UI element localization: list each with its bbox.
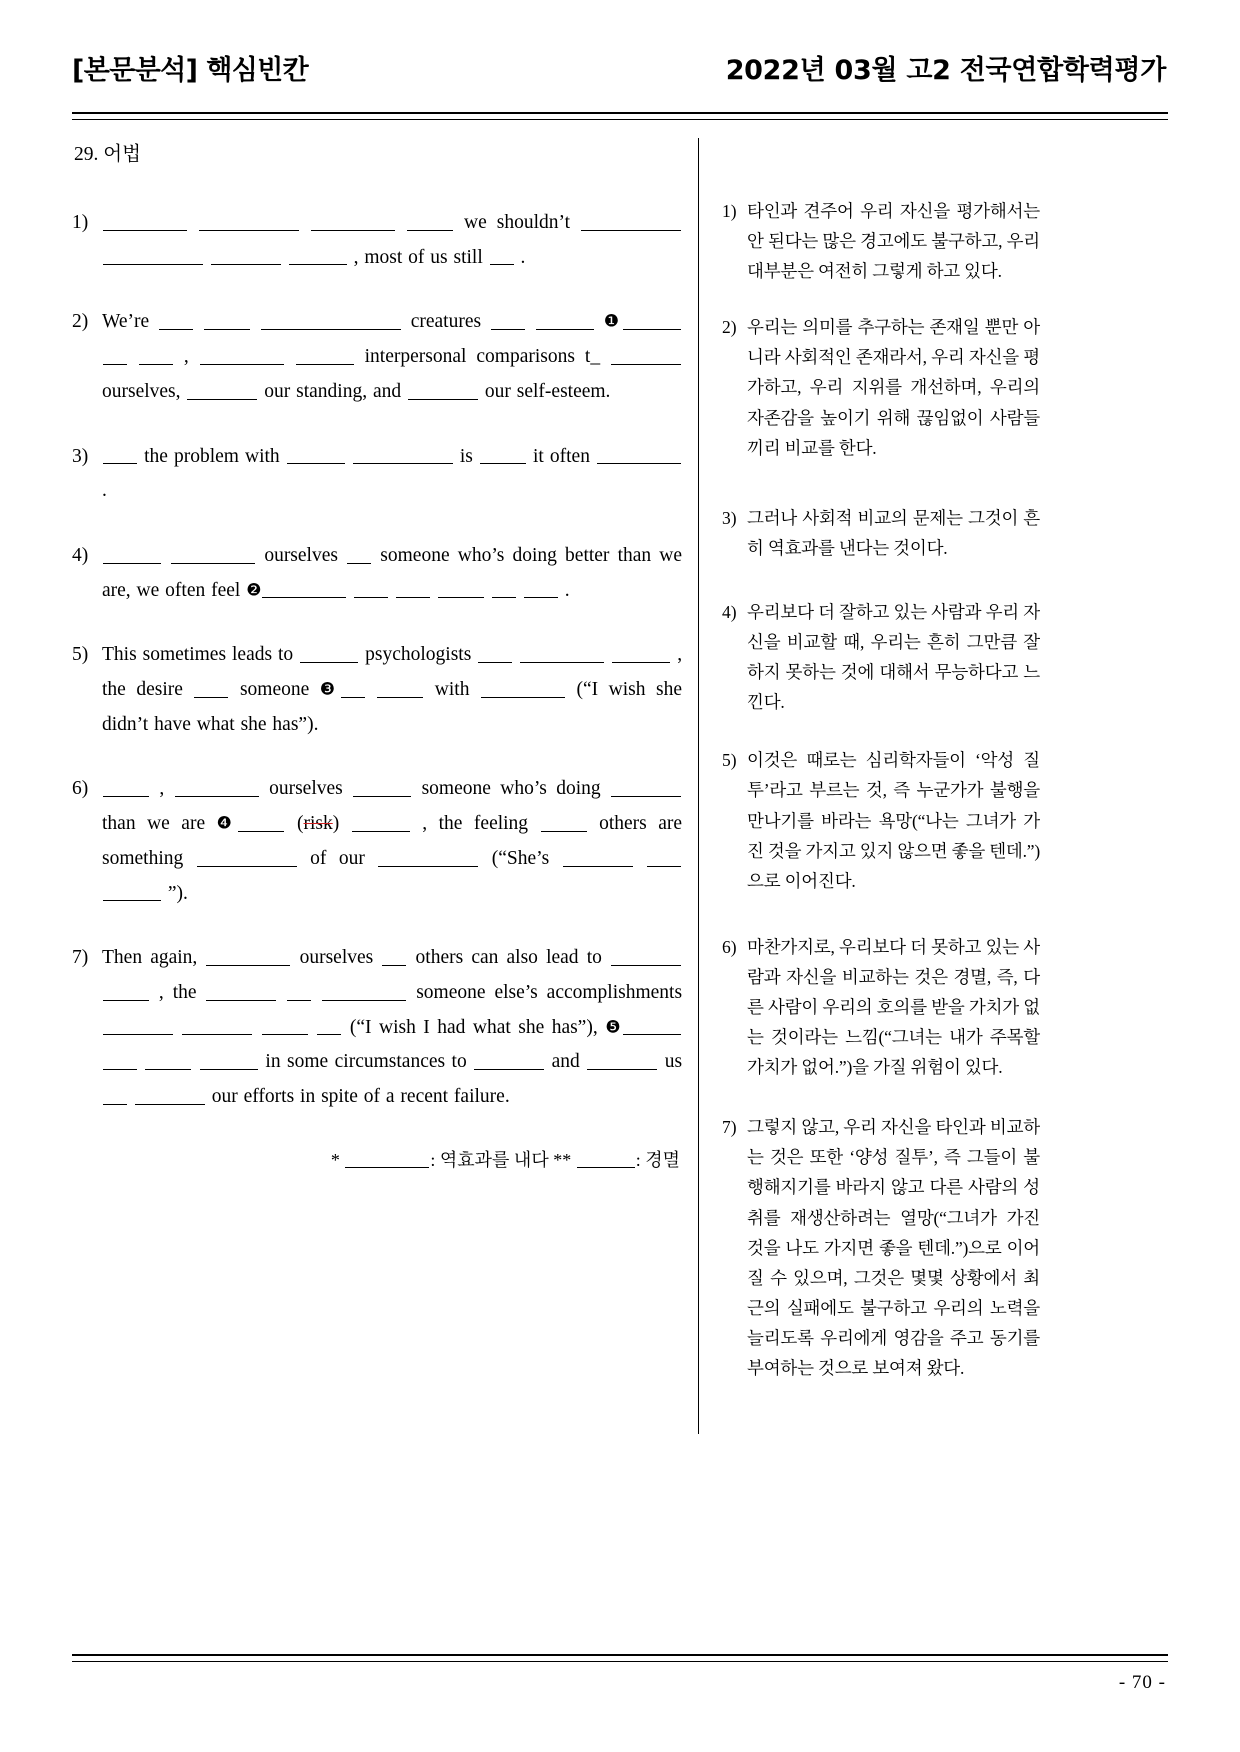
answer-blank[interactable] — [407, 211, 453, 231]
footnote-line: * : 역효과를 내다 ** : 경멸 — [330, 1149, 680, 1170]
korean-item-number: 7) — [722, 1117, 737, 1138]
english-item-body — [102, 440, 682, 509]
footnote-blank-1[interactable] — [345, 1150, 429, 1168]
english-text-run: in some circumstances to — [265, 1051, 467, 1073]
answer-blank[interactable] — [262, 1016, 308, 1036]
korean-item — [722, 196, 1040, 286]
english-text-run: others can also lead to — [415, 947, 602, 969]
korean-item-list — [722, 196, 1040, 1383]
english-text-run: ourselves — [264, 544, 338, 566]
korean-item-text: 타인과 견주어 우리 자신을 평가해서는 안 된다는 많은 경고에도 불구하고, 우리 대부분은 여전히 그렇게 하고 있다. — [747, 201, 1040, 282]
answer-blank[interactable] — [206, 946, 290, 966]
answer-blank[interactable] — [623, 1016, 681, 1036]
korean-item-text: 우리는 의미를 추구하는 존재일 뿐만 아니라 사회적인 존재라서, 우리 자신을 평가하고, 우리 지위를 개선하며, 우리의 자존감을 높이기 위해 끊임없이 사람들끼리 비교를 한다. — [747, 317, 1040, 458]
answer-blank[interactable] — [563, 847, 633, 867]
english-text-run: , the feeling — [422, 813, 529, 835]
answer-blank[interactable] — [103, 981, 149, 1001]
answer-blank[interactable] — [211, 246, 281, 266]
korean-item — [722, 1112, 1040, 1383]
answer-blank[interactable] — [206, 981, 276, 1001]
english-text-run: . — [102, 480, 107, 502]
answer-blank[interactable] — [352, 812, 410, 832]
answer-blank[interactable] — [103, 778, 149, 798]
english-item — [72, 638, 682, 742]
answer-blank[interactable] — [520, 644, 604, 664]
answer-blank[interactable] — [611, 778, 681, 798]
english-text-run: shouldn’t — [496, 212, 571, 233]
answer-blank[interactable] — [474, 1051, 544, 1071]
answer-blank[interactable] — [103, 445, 137, 465]
column-divider — [698, 138, 699, 1434]
korean-item-number: 6) — [722, 936, 737, 957]
answer-blank[interactable] — [103, 1051, 137, 1071]
english-text-run: than we are — [102, 813, 206, 835]
answer-blank[interactable] — [481, 678, 565, 698]
answer-blank[interactable] — [287, 445, 345, 465]
korean-item — [722, 597, 1040, 717]
english-item-number: 4) — [72, 544, 89, 566]
answer-blank[interactable] — [396, 579, 430, 599]
korean-item-number: 5) — [722, 750, 737, 771]
answer-blank[interactable] — [199, 211, 299, 231]
english-text-run: ”). — [167, 882, 188, 904]
answer-blank[interactable] — [187, 380, 257, 400]
answer-blank[interactable] — [536, 311, 594, 331]
korean-item-text: 이것은 때로는 심리학자들이 ‘악성 질투’라고 부르는 것, 즉 누군가가 불행을 만나기를 바라는 욕망(“나는 그녀가 가진 것을 가지고 있지 않으면 좋을 텐데.”)으로 이어진다. — [747, 750, 1040, 891]
answer-blank[interactable] — [623, 311, 681, 331]
english-item-body — [102, 206, 682, 275]
korean-item-number: 4) — [722, 601, 737, 622]
answer-blank[interactable] — [322, 981, 406, 1001]
english-item-number: 2) — [72, 311, 89, 333]
answer-blank[interactable] — [492, 579, 516, 599]
answer-blank[interactable] — [145, 1051, 191, 1071]
page-number: - 70 - — [1118, 1672, 1166, 1693]
answer-blank[interactable] — [378, 847, 478, 867]
struck-word: risk — [303, 813, 333, 835]
answer-blank[interactable] — [103, 345, 127, 365]
english-item — [72, 772, 682, 911]
english-text-run: , most of us still — [353, 246, 483, 268]
english-text-run: someone else’s accomplishments — [416, 981, 683, 1003]
english-text-run: our efforts in spite of a recent failure. — [211, 1086, 510, 1108]
english-text-run: ourselves — [269, 778, 343, 800]
answer-blank[interactable] — [438, 579, 484, 599]
circled-number-marker: ❺ — [605, 1017, 623, 1038]
english-item-number: 6) — [72, 778, 89, 800]
english-text-run: others are something — [102, 813, 683, 869]
answer-blank[interactable] — [377, 678, 423, 698]
answer-blank[interactable] — [103, 1085, 127, 1105]
english-text-run: we — [464, 212, 487, 233]
english-text-run: the problem with — [144, 445, 280, 467]
footnote-blank-2[interactable] — [577, 1150, 635, 1168]
answer-blank[interactable] — [135, 1085, 205, 1105]
english-text-run: , — [183, 346, 189, 368]
english-text-run: (“I wish she didn’t have what she has”). — [102, 679, 683, 735]
answer-blank[interactable] — [103, 544, 161, 564]
answer-blank[interactable] — [541, 812, 587, 832]
answer-blank[interactable] — [200, 1051, 258, 1071]
answer-blank[interactable] — [587, 1051, 657, 1071]
answer-blank[interactable] — [490, 246, 514, 266]
answer-blank[interactable] — [647, 847, 681, 867]
english-text-run: ourselves — [299, 947, 374, 969]
answer-blank[interactable] — [597, 445, 681, 465]
english-text-run: ourselves, — [102, 380, 181, 402]
english-text-run: our self-esteem. — [484, 380, 611, 402]
answer-blank[interactable] — [103, 211, 187, 231]
answer-blank[interactable] — [408, 380, 478, 400]
english-item-body — [102, 305, 682, 409]
english-item-number: 3) — [72, 445, 89, 467]
header-divider-rule — [72, 112, 1168, 120]
english-text-run: someone — [239, 679, 310, 701]
answer-blank[interactable] — [261, 311, 401, 331]
english-text-run: us — [664, 1051, 683, 1073]
english-text-run: . — [564, 579, 570, 601]
answer-blank[interactable] — [139, 345, 173, 365]
answer-blank[interactable] — [182, 1016, 252, 1036]
korean-item — [722, 503, 1040, 563]
circled-number-marker: ❶ — [603, 312, 623, 333]
english-item-number: 1) — [72, 212, 89, 233]
english-text-run: someone who’s doing better than we are, we often feel — [102, 544, 683, 601]
answer-blank[interactable] — [480, 445, 526, 465]
korean-item-text: 그러나 사회적 비교의 문제는 그것이 흔히 역효과를 낸다는 것이다. — [747, 507, 1040, 558]
answer-blank[interactable] — [353, 778, 411, 798]
answer-blank[interactable] — [103, 1016, 173, 1036]
english-text-run: , the desire — [102, 644, 683, 701]
english-blanks-column — [72, 138, 682, 1175]
header-right-title: 2022년 03월 고2 전국연합학력평가 — [725, 55, 1166, 86]
english-text-run: our standing, and — [264, 380, 402, 402]
circled-number-marker: ❹ — [216, 813, 238, 834]
answer-blank[interactable] — [353, 445, 453, 465]
answer-blank[interactable] — [317, 1016, 341, 1036]
english-item — [72, 440, 682, 509]
answer-blank[interactable] — [354, 579, 388, 599]
answer-blank[interactable] — [524, 579, 558, 599]
english-text-run: creatures — [410, 311, 482, 333]
english-text-run: and — [551, 1051, 580, 1073]
korean-translation-column — [722, 196, 1040, 1383]
answer-blank[interactable] — [612, 644, 670, 664]
english-item — [72, 941, 682, 1115]
english-text-run: is — [459, 445, 473, 467]
answer-blank[interactable] — [262, 579, 346, 599]
english-item-body: , ourselves someone who’s doing than we are ❹ (risk) , the feeling others are something of our (“She’s ”). — [102, 778, 683, 904]
korean-item-number: 1) — [722, 201, 737, 221]
answer-blank[interactable] — [382, 946, 406, 966]
circled-number-marker: ❸ — [319, 679, 340, 700]
answer-blank[interactable] — [300, 644, 358, 664]
answer-blank[interactable] — [175, 778, 259, 798]
answer-blank[interactable] — [171, 544, 255, 564]
korean-item-number: 3) — [722, 507, 737, 528]
english-text-run: This sometimes leads to — [102, 644, 294, 666]
korean-item-number: 2) — [722, 317, 737, 338]
english-text-run: , — [159, 778, 165, 800]
answer-blank[interactable] — [197, 847, 297, 867]
english-item-number: 5) — [72, 644, 89, 666]
korean-item-text: 마찬가지로, 우리보다 더 못하고 있는 사람과 자신을 비교하는 것은 경멸, 즉, 다른 사람이 우리의 호의를 받을 가치가 없는 것이라는 느낌(“그녀는 내가 주목할 가치가 없어.”)을 가질 위험이 있다. — [747, 936, 1040, 1078]
english-text-run: psychologists — [365, 644, 472, 666]
english-item-number: 7) — [72, 947, 89, 969]
korean-item — [722, 745, 1040, 895]
english-text-run: (“I wish I had what she has”), — [349, 1016, 598, 1038]
answer-blank[interactable] — [200, 345, 284, 365]
korean-item-text: 우리보다 더 잘하고 있는 사람과 우리 자신을 비교할 때, 우리는 흔히 그만큼 잘하지 못하는 것에 대해서 무능하다고 느낀다. — [747, 601, 1040, 713]
english-item — [72, 305, 682, 409]
korean-item — [722, 312, 1040, 462]
english-text-run: someone who’s doing — [421, 778, 601, 800]
footer-divider-rule — [72, 1654, 1168, 1662]
answer-blank[interactable] — [311, 211, 395, 231]
answer-blank[interactable] — [103, 882, 161, 902]
question-heading: 29. 어법 — [74, 144, 141, 165]
answer-blank[interactable] — [289, 246, 347, 266]
answer-blank[interactable] — [159, 311, 193, 331]
answer-blank[interactable] — [347, 544, 371, 564]
answer-blank[interactable] — [478, 644, 512, 664]
answer-blank[interactable] — [491, 311, 525, 331]
english-item — [72, 539, 682, 608]
english-text-run: interpersonal comparisons t_ — [364, 346, 601, 368]
english-item-body — [102, 539, 682, 608]
english-text-run: with — [434, 679, 470, 701]
answer-blank[interactable] — [341, 678, 365, 698]
answer-blank[interactable] — [611, 345, 681, 365]
english-item-body — [102, 638, 682, 742]
answer-blank[interactable] — [581, 211, 681, 231]
english-text-run: . — [520, 246, 526, 268]
english-text-run: (“She’s — [491, 847, 550, 869]
page-header — [72, 48, 1168, 104]
answer-blank[interactable] — [611, 946, 681, 966]
korean-item-text: 그렇지 않고, 우리 자신을 타인과 비교하는 것은 또한 ‘양성 질투’, 즉 그들이 불행해지기를 바라지 않고 다른 사람의 성취를 재생산하려는 열망(“그녀가 가진 것을 나도 가지면 좋을 텐데.”)으로 이어질 수 있으며, 그것은 몇몇 상황에서 최근의 실패에도 불구하고 우리의 노력을 늘리도록 우리에게 영감을 주고 동기를 부여하는 것으로 보여져 왔다. — [747, 1117, 1040, 1378]
english-text-run: it often — [532, 445, 590, 467]
header-left-title: [본문분석] 핵심빈칸 — [72, 55, 309, 86]
english-text-run: Then again, — [102, 947, 198, 969]
english-item — [72, 206, 682, 275]
answer-blank[interactable] — [296, 345, 354, 365]
answer-blank[interactable] — [287, 981, 311, 1001]
answer-blank[interactable] — [194, 678, 228, 698]
korean-item — [722, 932, 1040, 1082]
english-item-body — [102, 941, 682, 1115]
english-text-run: , the — [158, 981, 197, 1003]
english-text-run: of our — [310, 847, 365, 869]
answer-blank[interactable] — [103, 246, 203, 266]
english-text-run: We’re — [102, 311, 150, 333]
answer-blank[interactable] — [204, 311, 250, 331]
circled-number-marker: ❷ — [246, 580, 262, 601]
english-item-list — [72, 206, 682, 1115]
answer-blank[interactable] — [238, 812, 284, 832]
